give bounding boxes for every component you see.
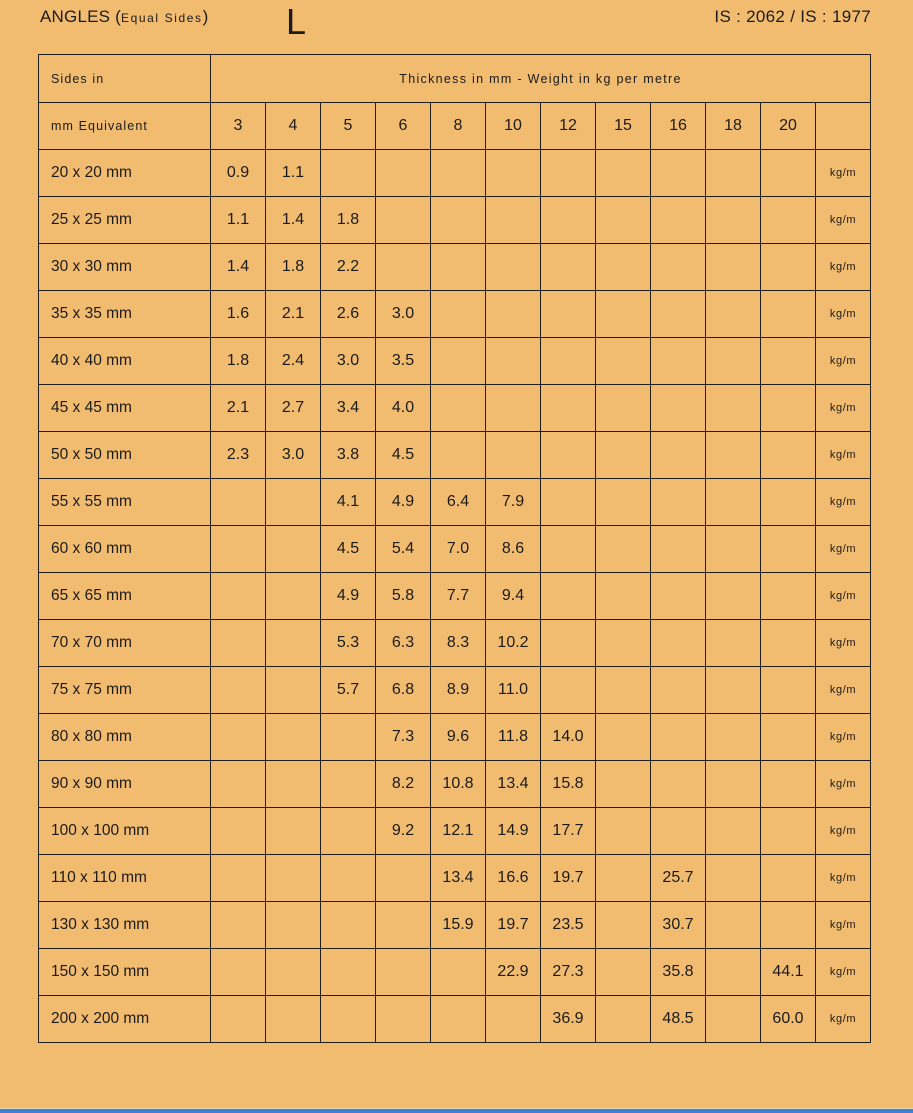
table-row bbox=[39, 902, 871, 949]
weight-cell bbox=[211, 808, 266, 855]
table-row bbox=[39, 338, 871, 385]
table-row bbox=[39, 667, 871, 714]
weight-cell bbox=[596, 197, 651, 244]
weight-cell: 17.7 bbox=[541, 808, 596, 855]
weight-cell bbox=[596, 150, 651, 197]
weight-cell: 13.4 bbox=[486, 761, 541, 808]
weight-cell bbox=[321, 761, 376, 808]
weight-cell: 15.9 bbox=[431, 902, 486, 949]
weight-cell bbox=[706, 385, 761, 432]
weight-cell bbox=[596, 620, 651, 667]
weight-cell bbox=[211, 855, 266, 902]
weight-cell bbox=[541, 338, 596, 385]
weight-cell bbox=[266, 714, 321, 761]
weight-cell: 1.8 bbox=[321, 197, 376, 244]
weight-cell: 4.9 bbox=[321, 573, 376, 620]
weight-cell bbox=[431, 385, 486, 432]
weight-cell bbox=[651, 432, 706, 479]
unit-cell: kg/m bbox=[816, 150, 871, 197]
weight-cell bbox=[651, 808, 706, 855]
header-sides-in: Sides in bbox=[39, 55, 211, 103]
row-size-label: 150 x 150 mm bbox=[39, 949, 211, 996]
thickness-header-4: 4 bbox=[266, 103, 321, 150]
thickness-header-16: 16 bbox=[651, 103, 706, 150]
weight-cell: 35.8 bbox=[651, 949, 706, 996]
weight-cell bbox=[376, 855, 431, 902]
weight-cell bbox=[761, 761, 816, 808]
weight-cell bbox=[596, 291, 651, 338]
weight-cell: 7.7 bbox=[431, 573, 486, 620]
weight-cell bbox=[541, 244, 596, 291]
weight-cell: 36.9 bbox=[541, 996, 596, 1043]
weight-cell: 7.3 bbox=[376, 714, 431, 761]
thickness-header-3: 3 bbox=[211, 103, 266, 150]
weight-cell bbox=[211, 714, 266, 761]
weight-cell bbox=[266, 667, 321, 714]
title-open-paren: ( bbox=[115, 7, 121, 26]
row-size-label: 90 x 90 mm bbox=[39, 761, 211, 808]
bottom-accent-bar bbox=[0, 1109, 913, 1113]
header-thickness-weight: Thickness in mm - Weight in kg per metre bbox=[211, 55, 871, 103]
weight-cell: 13.4 bbox=[431, 855, 486, 902]
unit-cell: kg/m bbox=[816, 996, 871, 1043]
weight-cell bbox=[266, 620, 321, 667]
weight-cell bbox=[596, 479, 651, 526]
unit-cell: kg/m bbox=[816, 949, 871, 996]
title-close-paren: ) bbox=[202, 7, 209, 26]
weight-cell: 4.9 bbox=[376, 479, 431, 526]
weight-cell: 4.0 bbox=[376, 385, 431, 432]
weight-cell: 14.0 bbox=[541, 714, 596, 761]
weight-cell bbox=[761, 620, 816, 667]
weight-cell: 1.4 bbox=[266, 197, 321, 244]
table-row bbox=[39, 479, 871, 526]
weight-cell bbox=[541, 526, 596, 573]
thickness-header-12: 12 bbox=[541, 103, 596, 150]
weight-cell: 23.5 bbox=[541, 902, 596, 949]
thickness-header-6: 6 bbox=[376, 103, 431, 150]
standard-reference: IS : 2062 / IS : 1977 bbox=[714, 7, 871, 26]
weight-cell: 3.5 bbox=[376, 338, 431, 385]
weight-cell: 3.0 bbox=[321, 338, 376, 385]
weight-cell bbox=[596, 338, 651, 385]
weight-cell bbox=[486, 291, 541, 338]
weight-cell bbox=[596, 432, 651, 479]
table-row bbox=[39, 385, 871, 432]
row-size-label: 75 x 75 mm bbox=[39, 667, 211, 714]
weight-cell bbox=[596, 855, 651, 902]
weight-cell bbox=[266, 761, 321, 808]
weight-cell: 1.6 bbox=[211, 291, 266, 338]
weight-cell bbox=[486, 432, 541, 479]
weight-cell bbox=[211, 573, 266, 620]
page-title bbox=[40, 7, 209, 27]
weight-cell bbox=[651, 479, 706, 526]
weight-cell: 8.9 bbox=[431, 667, 486, 714]
weight-cell bbox=[431, 197, 486, 244]
weight-cell: 30.7 bbox=[651, 902, 706, 949]
weight-cell bbox=[761, 808, 816, 855]
weight-cell bbox=[706, 996, 761, 1043]
weight-cell bbox=[321, 902, 376, 949]
weight-cell: 19.7 bbox=[541, 855, 596, 902]
weight-cell bbox=[596, 526, 651, 573]
weight-cell bbox=[211, 526, 266, 573]
unit-cell: kg/m bbox=[816, 761, 871, 808]
unit-cell: kg/m bbox=[816, 479, 871, 526]
row-size-label: 80 x 80 mm bbox=[39, 714, 211, 761]
table-row bbox=[39, 996, 871, 1043]
weight-cell bbox=[596, 902, 651, 949]
weight-cell bbox=[541, 479, 596, 526]
weight-cell bbox=[651, 573, 706, 620]
weight-cell bbox=[321, 808, 376, 855]
weight-cell bbox=[651, 338, 706, 385]
table-row bbox=[39, 150, 871, 197]
weight-cell bbox=[706, 432, 761, 479]
row-size-label: 200 x 200 mm bbox=[39, 996, 211, 1043]
weight-cell bbox=[541, 291, 596, 338]
weight-cell: 3.0 bbox=[376, 291, 431, 338]
weight-cell bbox=[266, 902, 321, 949]
weight-cell bbox=[761, 855, 816, 902]
weight-cell: 48.5 bbox=[651, 996, 706, 1043]
weight-cell: 2.4 bbox=[266, 338, 321, 385]
weight-cell: 5.8 bbox=[376, 573, 431, 620]
weight-cell bbox=[596, 949, 651, 996]
weight-cell: 5.4 bbox=[376, 526, 431, 573]
weight-cell bbox=[431, 432, 486, 479]
weight-cell: 11.0 bbox=[486, 667, 541, 714]
weight-cell bbox=[596, 573, 651, 620]
weight-cell bbox=[651, 244, 706, 291]
thickness-header-15: 15 bbox=[596, 103, 651, 150]
weight-cell bbox=[376, 244, 431, 291]
weight-cell bbox=[431, 338, 486, 385]
unit-cell: kg/m bbox=[816, 573, 871, 620]
weight-cell bbox=[376, 150, 431, 197]
weight-cell bbox=[761, 244, 816, 291]
weight-cell bbox=[706, 949, 761, 996]
weight-cell bbox=[706, 479, 761, 526]
table-header-row-1 bbox=[39, 55, 871, 103]
weight-cell bbox=[431, 150, 486, 197]
weight-cell bbox=[486, 150, 541, 197]
weight-cell bbox=[541, 150, 596, 197]
weight-cell bbox=[651, 761, 706, 808]
weight-cell bbox=[761, 150, 816, 197]
weight-cell bbox=[321, 996, 376, 1043]
weight-cell bbox=[761, 432, 816, 479]
weight-cell bbox=[266, 996, 321, 1043]
weight-cell bbox=[706, 338, 761, 385]
unit-cell: kg/m bbox=[816, 197, 871, 244]
weight-cell bbox=[486, 338, 541, 385]
weight-cell: 6.3 bbox=[376, 620, 431, 667]
weight-cell: 2.2 bbox=[321, 244, 376, 291]
weight-cell bbox=[761, 291, 816, 338]
thickness-header-20: 20 bbox=[761, 103, 816, 150]
row-size-label: 25 x 25 mm bbox=[39, 197, 211, 244]
weight-cell bbox=[596, 996, 651, 1043]
weight-cell: 4.1 bbox=[321, 479, 376, 526]
weight-cell: 11.8 bbox=[486, 714, 541, 761]
weight-cell bbox=[541, 573, 596, 620]
weight-cell: 8.3 bbox=[431, 620, 486, 667]
weight-cell bbox=[211, 479, 266, 526]
row-size-label: 65 x 65 mm bbox=[39, 573, 211, 620]
weight-cell: 19.7 bbox=[486, 902, 541, 949]
weight-cell bbox=[541, 667, 596, 714]
table-row bbox=[39, 620, 871, 667]
table-row bbox=[39, 526, 871, 573]
weight-cell bbox=[541, 432, 596, 479]
unit-cell: kg/m bbox=[816, 855, 871, 902]
weight-cell bbox=[541, 197, 596, 244]
weight-cell: 15.8 bbox=[541, 761, 596, 808]
weight-cell bbox=[376, 949, 431, 996]
weight-cell bbox=[266, 949, 321, 996]
row-size-label: 130 x 130 mm bbox=[39, 902, 211, 949]
weight-cell: 2.1 bbox=[211, 385, 266, 432]
row-size-label: 55 x 55 mm bbox=[39, 479, 211, 526]
weight-cell bbox=[706, 526, 761, 573]
table-row bbox=[39, 761, 871, 808]
weight-cell bbox=[706, 855, 761, 902]
thickness-header-18: 18 bbox=[706, 103, 761, 150]
weight-cell: 1.8 bbox=[266, 244, 321, 291]
weight-cell: 25.7 bbox=[651, 855, 706, 902]
weight-cell: 9.4 bbox=[486, 573, 541, 620]
thickness-header-10: 10 bbox=[486, 103, 541, 150]
row-size-label: 30 x 30 mm bbox=[39, 244, 211, 291]
weight-cell: 3.4 bbox=[321, 385, 376, 432]
weight-cell bbox=[761, 479, 816, 526]
table-row bbox=[39, 291, 871, 338]
weight-cell bbox=[706, 761, 761, 808]
weight-cell bbox=[761, 714, 816, 761]
weight-cell bbox=[321, 949, 376, 996]
angles-weight-table bbox=[38, 54, 871, 1043]
unit-cell: kg/m bbox=[816, 244, 871, 291]
weight-cell: 5.7 bbox=[321, 667, 376, 714]
weight-cell bbox=[211, 996, 266, 1043]
unit-cell: kg/m bbox=[816, 291, 871, 338]
weight-cell: 2.6 bbox=[321, 291, 376, 338]
row-size-label: 50 x 50 mm bbox=[39, 432, 211, 479]
table-row bbox=[39, 244, 871, 291]
table-row bbox=[39, 808, 871, 855]
title-subtitle: Equal Sides bbox=[120, 11, 203, 25]
weight-cell bbox=[651, 620, 706, 667]
table-row bbox=[39, 573, 871, 620]
unit-cell: kg/m bbox=[816, 667, 871, 714]
weight-cell: 1.8 bbox=[211, 338, 266, 385]
row-size-label: 40 x 40 mm bbox=[39, 338, 211, 385]
angle-section-icon: L bbox=[286, 1, 307, 42]
weight-cell: 7.0 bbox=[431, 526, 486, 573]
weight-cell: 3.8 bbox=[321, 432, 376, 479]
weight-cell: 7.9 bbox=[486, 479, 541, 526]
row-size-label: 110 x 110 mm bbox=[39, 855, 211, 902]
weight-cell bbox=[376, 197, 431, 244]
weight-cell: 2.3 bbox=[211, 432, 266, 479]
weight-cell bbox=[706, 808, 761, 855]
weight-cell: 6.4 bbox=[431, 479, 486, 526]
weight-cell: 3.0 bbox=[266, 432, 321, 479]
weight-cell: 16.6 bbox=[486, 855, 541, 902]
unit-cell: kg/m bbox=[816, 526, 871, 573]
weight-cell: 9.2 bbox=[376, 808, 431, 855]
weight-cell bbox=[596, 244, 651, 291]
weight-cell bbox=[211, 667, 266, 714]
weight-cell bbox=[706, 150, 761, 197]
weight-cell: 2.7 bbox=[266, 385, 321, 432]
row-size-label: 35 x 35 mm bbox=[39, 291, 211, 338]
thickness-header-5: 5 bbox=[321, 103, 376, 150]
weight-cell bbox=[596, 385, 651, 432]
weight-cell: 12.1 bbox=[431, 808, 486, 855]
weight-cell bbox=[431, 291, 486, 338]
weight-cell bbox=[706, 291, 761, 338]
weight-cell bbox=[706, 902, 761, 949]
weight-cell: 9.6 bbox=[431, 714, 486, 761]
weight-cell bbox=[596, 667, 651, 714]
weight-cell bbox=[211, 902, 266, 949]
unit-cell: kg/m bbox=[816, 385, 871, 432]
row-size-label: 45 x 45 mm bbox=[39, 385, 211, 432]
weight-cell bbox=[651, 291, 706, 338]
weight-cell bbox=[651, 667, 706, 714]
header-mm-equivalent: mm Equivalent bbox=[39, 103, 211, 150]
weight-cell: 14.9 bbox=[486, 808, 541, 855]
weight-cell bbox=[541, 620, 596, 667]
weight-cell bbox=[706, 573, 761, 620]
weight-cell bbox=[596, 808, 651, 855]
unit-cell: kg/m bbox=[816, 808, 871, 855]
weight-cell bbox=[706, 244, 761, 291]
weight-cell: 10.8 bbox=[431, 761, 486, 808]
weight-cell: 4.5 bbox=[376, 432, 431, 479]
row-size-label: 100 x 100 mm bbox=[39, 808, 211, 855]
weight-cell bbox=[266, 479, 321, 526]
weight-cell: 1.1 bbox=[211, 197, 266, 244]
weight-cell bbox=[431, 244, 486, 291]
weight-cell bbox=[321, 855, 376, 902]
weight-cell: 1.4 bbox=[211, 244, 266, 291]
row-size-label: 70 x 70 mm bbox=[39, 620, 211, 667]
weight-cell bbox=[376, 902, 431, 949]
weight-cell: 27.3 bbox=[541, 949, 596, 996]
weight-cell bbox=[266, 573, 321, 620]
weight-cell: 8.2 bbox=[376, 761, 431, 808]
weight-cell bbox=[321, 150, 376, 197]
weight-cell: 10.2 bbox=[486, 620, 541, 667]
weight-cell bbox=[706, 714, 761, 761]
weight-cell bbox=[761, 902, 816, 949]
weight-cell bbox=[761, 667, 816, 714]
unit-cell: kg/m bbox=[816, 338, 871, 385]
table-row bbox=[39, 949, 871, 996]
unit-header-blank bbox=[816, 103, 871, 150]
table-row bbox=[39, 855, 871, 902]
weight-cell bbox=[706, 667, 761, 714]
table-row bbox=[39, 197, 871, 244]
weight-cell bbox=[706, 620, 761, 667]
weight-cell bbox=[761, 385, 816, 432]
weight-cell: 1.1 bbox=[266, 150, 321, 197]
row-size-label: 60 x 60 mm bbox=[39, 526, 211, 573]
title-main: ANGLES bbox=[40, 7, 111, 26]
weight-cell bbox=[706, 197, 761, 244]
weight-cell: 8.6 bbox=[486, 526, 541, 573]
weight-cell bbox=[376, 996, 431, 1043]
weight-cell: 6.8 bbox=[376, 667, 431, 714]
weight-cell bbox=[651, 197, 706, 244]
weight-cell bbox=[266, 526, 321, 573]
unit-cell: kg/m bbox=[816, 714, 871, 761]
weight-cell bbox=[486, 385, 541, 432]
table-header-row-2 bbox=[39, 103, 871, 150]
weight-cell bbox=[266, 855, 321, 902]
weight-cell bbox=[431, 949, 486, 996]
weight-cell: 0.9 bbox=[211, 150, 266, 197]
weight-cell bbox=[211, 620, 266, 667]
weight-cell: 4.5 bbox=[321, 526, 376, 573]
weight-cell bbox=[761, 573, 816, 620]
weight-cell bbox=[651, 150, 706, 197]
weight-cell bbox=[321, 714, 376, 761]
weight-cell: 22.9 bbox=[486, 949, 541, 996]
unit-cell: kg/m bbox=[816, 902, 871, 949]
weight-cell: 44.1 bbox=[761, 949, 816, 996]
weight-cell bbox=[761, 526, 816, 573]
weight-cell: 60.0 bbox=[761, 996, 816, 1043]
weight-cell bbox=[486, 197, 541, 244]
weight-cell bbox=[651, 526, 706, 573]
weight-cell bbox=[486, 244, 541, 291]
thickness-header-8: 8 bbox=[431, 103, 486, 150]
weight-cell bbox=[211, 761, 266, 808]
weight-cell bbox=[541, 385, 596, 432]
weight-cell bbox=[761, 197, 816, 244]
weight-cell bbox=[651, 714, 706, 761]
table-row bbox=[39, 714, 871, 761]
weight-cell bbox=[486, 996, 541, 1043]
weight-cell bbox=[211, 949, 266, 996]
weight-cell: 5.3 bbox=[321, 620, 376, 667]
row-size-label: 20 x 20 mm bbox=[39, 150, 211, 197]
weight-cell bbox=[266, 808, 321, 855]
weight-cell: 2.1 bbox=[266, 291, 321, 338]
unit-cell: kg/m bbox=[816, 432, 871, 479]
unit-cell: kg/m bbox=[816, 620, 871, 667]
weight-cell bbox=[431, 996, 486, 1043]
table-row bbox=[39, 432, 871, 479]
weight-cell bbox=[596, 714, 651, 761]
weight-cell bbox=[761, 338, 816, 385]
weight-cell bbox=[596, 761, 651, 808]
weight-cell bbox=[651, 385, 706, 432]
